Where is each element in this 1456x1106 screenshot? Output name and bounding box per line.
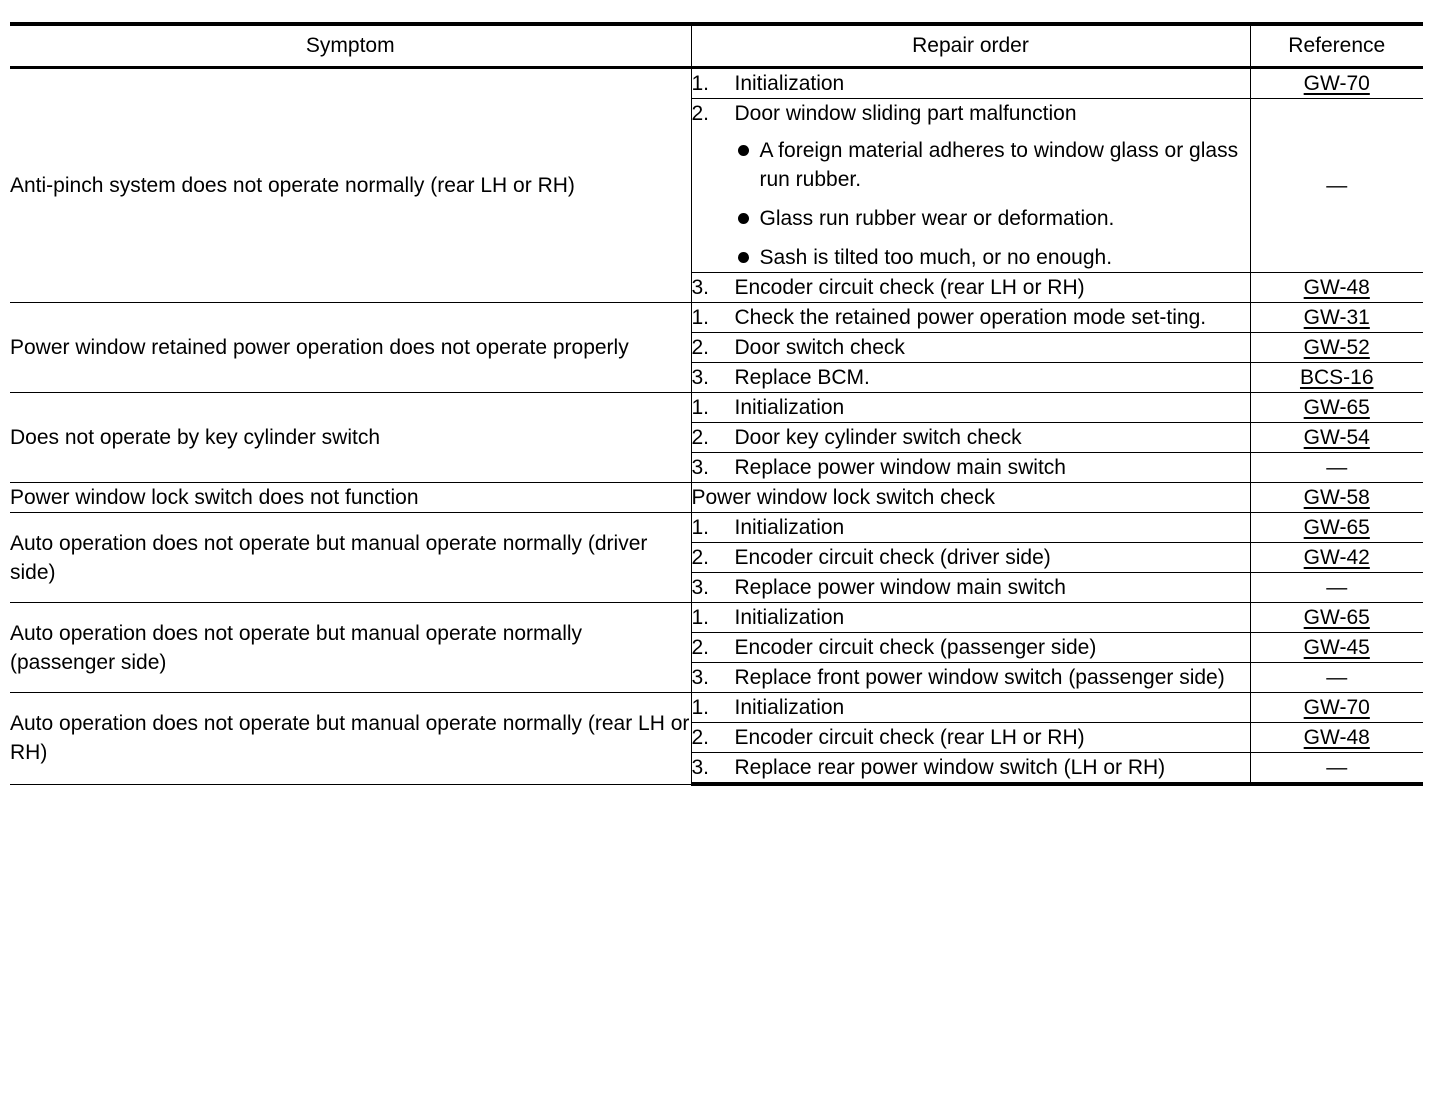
step-number: 3. [691,666,710,689]
repair-step-cell [691,723,1250,753]
step-text: Replace rear power window switch (LH or RH) [734,756,1166,779]
symptom-cell: Auto operation does not operate but manual operate normally (rear LH or RH) [10,693,691,785]
reference-cell [1250,99,1423,273]
step-number: 1. [691,72,710,95]
reference-cell [1250,513,1423,543]
reference-link[interactable]: GW-42 [1303,546,1370,569]
reference-cell [1250,633,1423,663]
symptom-cell: Does not operate by key cylinder switch [10,393,691,483]
reference-none: — [1326,174,1348,197]
reference-cell [1250,363,1423,393]
reference-cell [1250,663,1423,693]
reference-link[interactable]: GW-65 [1303,396,1370,419]
step-number: 2. [691,636,710,659]
cause-list [736,136,1250,272]
step-text: Replace BCM. [734,366,870,389]
reference-link[interactable]: GW-48 [1303,726,1370,749]
bullet-icon [738,213,749,224]
symptom-cell: Auto operation does not operate but manual operate normally (driver side) [10,513,691,603]
reference-link[interactable]: GW-48 [1303,276,1370,299]
repair-step-cell [691,483,1250,513]
step-number: 1. [691,516,710,539]
table-row [10,693,1423,723]
repair-step-cell [691,68,1250,99]
repair-step-cell [691,273,1250,303]
reference-link[interactable]: GW-45 [1303,636,1370,659]
reference-cell [1250,723,1423,753]
step-text: Initialization [734,606,845,629]
reference-cell [1250,543,1423,573]
table-row [10,483,1423,513]
step-text: Replace power window main switch [734,576,1066,599]
repair-step-cell [691,603,1250,633]
cause-list-item [736,204,1250,233]
reference-cell [1250,393,1423,423]
reference-link[interactable]: BCS-16 [1299,366,1374,389]
step-number: 3. [691,276,710,299]
table-row [10,303,1423,333]
reference-link[interactable]: GW-65 [1303,606,1370,629]
reference-cell [1250,333,1423,363]
repair-step-cell [691,633,1250,663]
repair-step-cell [691,453,1250,483]
cause-list-item [736,243,1250,272]
cause-text: Glass run rubber wear or deformation. [759,207,1115,230]
header-reference: Reference [1250,24,1423,68]
step-text: Door key cylinder switch check [734,426,1022,449]
symptom-cell: Power window lock switch does not function [10,483,691,513]
step-text: Encoder circuit check (passenger side) [734,636,1097,659]
reference-none: — [1326,666,1348,689]
step-text: Initialization [734,696,845,719]
reference-none: — [1326,456,1348,479]
symptom-cell: Power window retained power operation does not operate properly [10,303,691,393]
reference-cell [1250,573,1423,603]
reference-link[interactable]: GW-58 [1303,486,1370,509]
repair-step-cell [691,423,1250,453]
step-text: Replace front power window switch (passenger side) [734,666,1225,689]
reference-cell [1250,423,1423,453]
repair-step-cell [691,333,1250,363]
symptom-cell: Anti-pinch system does not operate normally (rear LH or RH) [10,68,691,303]
step-number: 3. [691,756,710,779]
step-number: 3. [691,576,710,599]
reference-link[interactable]: GW-65 [1303,516,1370,539]
step-text: Encoder circuit check (rear LH or RH) [734,726,1085,749]
repair-step-cell [691,513,1250,543]
reference-none: — [1326,756,1348,779]
step-text: Door window sliding part malfunction [734,102,1077,125]
reference-cell [1250,453,1423,483]
reference-link[interactable]: GW-31 [1303,306,1370,329]
repair-step-cell [691,663,1250,693]
reference-cell [1250,753,1423,785]
table-row [10,603,1423,633]
step-text: Encoder circuit check (driver side) [734,546,1051,569]
repair-step-cell [691,99,1250,273]
repair-order-table [10,22,1423,786]
repair-step-cell [691,363,1250,393]
header-symptom: Symptom [10,24,691,68]
step-number: 2. [691,102,710,125]
step-number: 1. [691,396,710,419]
bullet-icon [738,252,749,263]
step-text: Encoder circuit check (rear LH or RH) [734,276,1085,299]
step-text: Replace power window main switch [734,456,1066,479]
reference-cell [1250,273,1423,303]
step-text: Initialization [734,516,845,539]
step-text: Check the retained power operation mode set-ting. [734,306,1207,329]
table-row [10,393,1423,423]
step-number: 3. [691,456,710,479]
reference-cell [1250,693,1423,723]
step-number: 1. [691,606,710,629]
reference-cell [1250,68,1423,99]
reference-cell [1250,303,1423,333]
step-number: 2. [691,726,710,749]
step-number: 1. [691,696,710,719]
cause-list-item [736,136,1250,194]
cause-text: Sash is tilted too much, or no enough. [759,246,1113,269]
reference-link[interactable]: GW-54 [1303,426,1370,449]
step-number: 2. [691,546,710,569]
repair-step-cell [691,573,1250,603]
step-number: 2. [691,426,710,449]
repair-step-cell [691,303,1250,333]
repair-step-cell [691,393,1250,423]
step-text: Door switch check [734,336,905,359]
reference-cell [1250,483,1423,513]
reference-link[interactable]: GW-70 [1303,696,1370,719]
reference-link[interactable]: GW-52 [1303,336,1370,359]
repair-step-cell [691,543,1250,573]
bullet-icon [738,145,749,156]
repair-step-cell [691,753,1250,785]
cause-text: A foreign material adheres to window glass or glass run rubber. [759,139,1239,191]
symptom-cell: Auto operation does not operate but manual operate normally (passenger side) [10,603,691,693]
reference-cell [1250,603,1423,633]
step-number: 3. [691,366,710,389]
reference-link[interactable]: GW-70 [1303,72,1370,95]
header-repair-order: Repair order [691,24,1250,68]
table-row [10,513,1423,543]
step-text: Initialization [734,72,845,95]
step-number: 1. [691,306,710,329]
repair-step-cell [691,693,1250,723]
reference-none: — [1326,576,1348,599]
step-number: 2. [691,336,710,359]
header-row [10,24,1423,68]
table-row [10,68,1423,99]
step-text: Power window lock switch check [691,486,995,509]
step-text: Initialization [734,396,845,419]
